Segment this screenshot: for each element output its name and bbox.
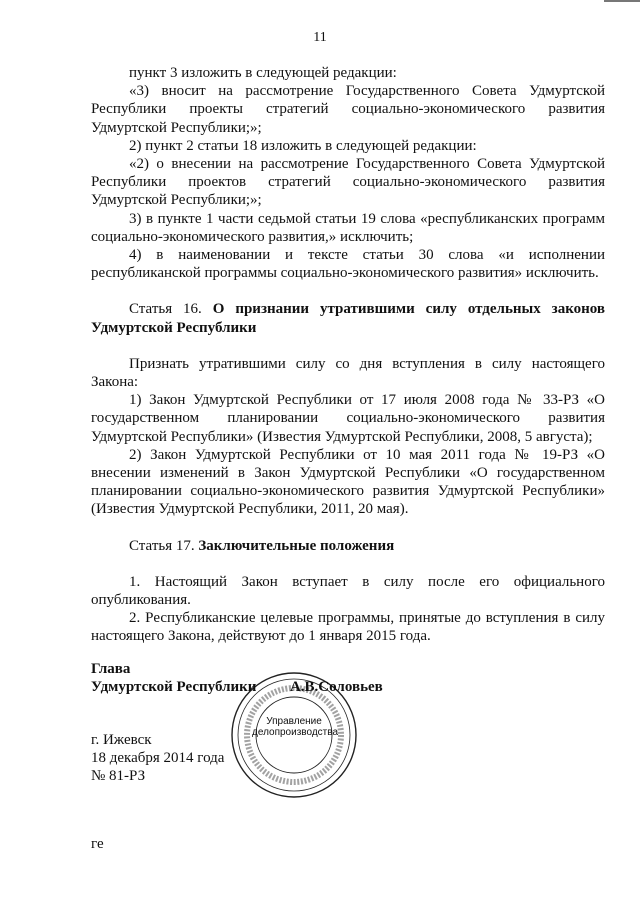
- article-16-item: 1) Закон Удмуртской Республики от 17 июля 2008 года № 33-РЗ «О государственном планировании социально-экономического развития Удмуртской Республики» (Известия Удмуртской Республики, 2008, 5 августа);: [91, 392, 605, 445]
- article-17-item: 2. Республиканские целевые программы, принятые до вступления в силу настоящего Закона, действуют до 1 января 2015 года.: [91, 610, 605, 645]
- article-16-item: 2) Закон Удмуртской Республики от 10 мая 2011 года № 19-РЗ «О внесении изменений в Закон Удмуртской Республики «О государственном планировании социально-экономического развития Удмуртской Республики» (Известия Удмуртской Республики, 2011, 20 мая).: [91, 446, 605, 518]
- article-16-heading: [91, 300, 605, 336]
- article-number: Статья 16.: [129, 301, 202, 318]
- paragraph: 2) пункт 2 статьи 18 изложить в следующей редакции:: [129, 137, 477, 154]
- article-16-intro: Признать утратившими силу со дня вступления в силу настоящего Закона:: [91, 355, 605, 391]
- article-17-item: 1. Настоящий Закон вступает в силу после его официального опубликования.: [91, 573, 605, 609]
- page-number: 11: [313, 30, 327, 45]
- date: 18 декабря 2014 года: [91, 750, 225, 766]
- article-17-heading: [91, 537, 605, 555]
- paragraph: «2) о внесении на рассмотрение Государственного Совета Удмуртской Республики проектов стратегий социально-экономического развития Удмуртской Республики;»;: [91, 156, 605, 209]
- paragraph: 4) в наименовании и тексте статьи 30 слова «и исполнении республиканской программы социально-экономического развития» исключить.: [91, 247, 605, 282]
- law-number: № 81-РЗ: [91, 768, 146, 784]
- paragraph: пункт 3 изложить в следующей редакции:: [129, 65, 397, 81]
- article-number: Статья 17.: [129, 537, 195, 554]
- article-title: О признании утратившими силу отдельных законов Удмуртской Республики: [91, 301, 606, 336]
- signatory-name: А.В.Соловьев: [289, 679, 383, 695]
- seal-center-text: Управление делопроизводства: [252, 716, 339, 738]
- signature-block: [91, 660, 383, 696]
- top-edge-mark: [604, 0, 640, 2]
- signatory-title-line1: Глава: [91, 661, 131, 677]
- place-and-date: [91, 731, 224, 785]
- city: г. Ижевск: [91, 732, 152, 748]
- executor-initials: ге: [91, 836, 104, 852]
- signatory-title-line2: Удмуртской Республики А.В.Соловьев: [91, 679, 383, 695]
- paragraph: «3) вносит на рассмотрение Государственного Совета Удмуртской Республики проекты стратегий социально-экономического развития Удмуртской Республики;»;: [91, 83, 605, 136]
- paragraph: 3) в пункте 1 части седьмой статьи 19 слова «республиканских программ социально-экономического развития,» исключить;: [91, 210, 605, 245]
- article-title: Заключительные положения: [198, 537, 395, 554]
- document-body: [91, 64, 605, 646]
